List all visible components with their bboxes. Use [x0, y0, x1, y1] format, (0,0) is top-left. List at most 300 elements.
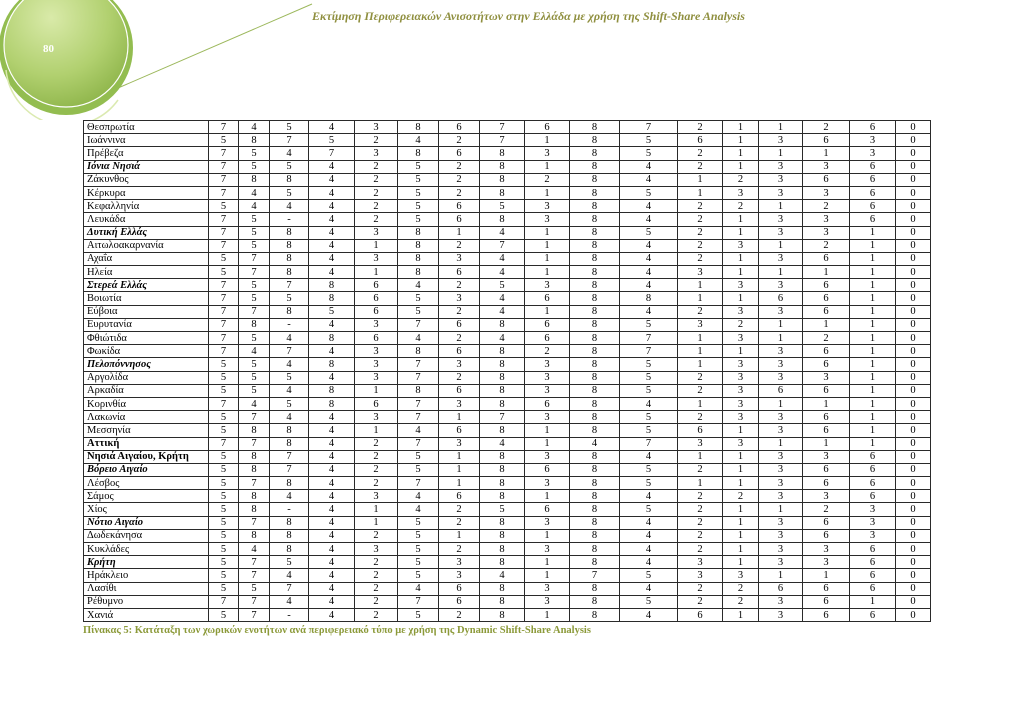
rank-value-cell: 3 — [759, 345, 803, 358]
rank-value-cell: 2 — [803, 200, 850, 213]
rank-value-cell: 3 — [355, 147, 398, 160]
rank-value-cell: 4 — [480, 266, 525, 279]
rank-value-cell: 5 — [209, 529, 239, 542]
rank-value-cell: 5 — [209, 556, 239, 569]
rank-value-cell: 7 — [209, 147, 239, 160]
rank-value-cell: 1 — [759, 266, 803, 279]
rank-value-cell: 3 — [759, 424, 803, 437]
rank-value-cell: 1 — [850, 279, 896, 292]
rank-value-cell: 7 — [480, 239, 525, 252]
rank-value-cell: 5 — [398, 160, 439, 173]
rank-value-cell: 4 — [239, 200, 270, 213]
rank-value-cell: 4 — [309, 213, 355, 226]
rank-value-cell: 4 — [309, 318, 355, 331]
rank-value-cell: 0 — [896, 503, 931, 516]
rank-value-cell: 8 — [570, 173, 620, 186]
rank-value-cell: 7 — [620, 345, 678, 358]
table-row — [84, 490, 931, 503]
rank-value-cell: 6 — [525, 463, 570, 476]
rank-value-cell: 0 — [896, 450, 931, 463]
rank-value-cell: 1 — [723, 463, 759, 476]
rank-value-cell: 1 — [759, 239, 803, 252]
rank-value-cell: 4 — [309, 173, 355, 186]
rank-value-cell: 3 — [678, 437, 723, 450]
rank-value-cell: 1 — [678, 186, 723, 199]
rank-value-cell: 8 — [398, 239, 439, 252]
rank-value-cell: 1 — [723, 266, 759, 279]
rank-value-cell: 5 — [398, 529, 439, 542]
rank-value-cell: 2 — [439, 608, 480, 621]
rank-value-cell: 4 — [620, 239, 678, 252]
rank-value-cell: 3 — [723, 305, 759, 318]
rank-value-cell: 3 — [525, 371, 570, 384]
rank-value-cell: 6 — [850, 556, 896, 569]
rank-value-cell: 8 — [570, 371, 620, 384]
rank-value-cell: 8 — [570, 292, 620, 305]
rank-value-cell: 5 — [398, 186, 439, 199]
table-row — [84, 305, 931, 318]
rank-value-cell: 2 — [803, 503, 850, 516]
rank-value-cell: 3 — [803, 226, 850, 239]
rank-value-cell: 2 — [678, 213, 723, 226]
region-name-cell: Λακωνία — [84, 411, 209, 424]
rank-value-cell: 5 — [209, 450, 239, 463]
rank-value-cell: 1 — [759, 437, 803, 450]
rank-value-cell: 1 — [439, 477, 480, 490]
rank-value-cell: 8 — [570, 266, 620, 279]
table-row — [84, 516, 931, 529]
rank-value-cell: 0 — [896, 121, 931, 134]
rank-value-cell: 8 — [480, 371, 525, 384]
rank-value-cell: 8 — [570, 186, 620, 199]
region-name-cell: Στερεά Ελλάς — [84, 279, 209, 292]
rank-value-cell: 1 — [850, 595, 896, 608]
rank-value-cell: 3 — [723, 332, 759, 345]
rank-value-cell: 8 — [570, 411, 620, 424]
rank-value-cell: 1 — [525, 608, 570, 621]
rank-value-cell: 0 — [896, 424, 931, 437]
rank-value-cell: 8 — [480, 490, 525, 503]
rank-value-cell: 7 — [270, 582, 309, 595]
rank-value-cell: 8 — [570, 463, 620, 476]
rank-value-cell: 3 — [525, 411, 570, 424]
rank-value-cell: 1 — [723, 252, 759, 265]
rank-value-cell: 5 — [480, 279, 525, 292]
rank-value-cell: 4 — [309, 529, 355, 542]
rank-value-cell: 8 — [480, 556, 525, 569]
rank-value-cell: 3 — [803, 213, 850, 226]
rank-value-cell: 4 — [620, 266, 678, 279]
rank-value-cell: 3 — [439, 292, 480, 305]
rank-value-cell: 7 — [270, 463, 309, 476]
rank-value-cell: 8 — [480, 477, 525, 490]
rank-value-cell: 1 — [355, 503, 398, 516]
rank-value-cell: 3 — [355, 358, 398, 371]
rank-value-cell: 4 — [620, 516, 678, 529]
table-row — [84, 147, 931, 160]
rank-value-cell: 4 — [309, 371, 355, 384]
rank-value-cell: 8 — [398, 266, 439, 279]
rank-value-cell: 7 — [239, 305, 270, 318]
rank-value-cell: 5 — [209, 490, 239, 503]
rank-value-cell: 0 — [896, 318, 931, 331]
rank-value-cell: 3 — [803, 160, 850, 173]
rank-value-cell: 4 — [309, 569, 355, 582]
rank-value-cell: 4 — [309, 437, 355, 450]
rank-value-cell: 3 — [525, 213, 570, 226]
rank-value-cell: 3 — [355, 543, 398, 556]
region-name-cell: Κυκλάδες — [84, 543, 209, 556]
rank-value-cell: 8 — [570, 121, 620, 134]
rank-value-cell: 3 — [850, 134, 896, 147]
rank-value-cell: 8 — [480, 516, 525, 529]
rank-value-cell: 1 — [439, 529, 480, 542]
rank-value-cell: 0 — [896, 279, 931, 292]
rank-value-cell: 6 — [759, 384, 803, 397]
rank-value-cell: 3 — [759, 186, 803, 199]
region-name-cell: Αργολίδα — [84, 371, 209, 384]
rank-value-cell: 5 — [209, 252, 239, 265]
rank-value-cell: 2 — [355, 529, 398, 542]
rank-value-cell: 1 — [723, 292, 759, 305]
rank-value-cell: 4 — [309, 450, 355, 463]
rank-value-cell: 6 — [525, 121, 570, 134]
rank-value-cell: 8 — [570, 345, 620, 358]
rank-value-cell: 8 — [570, 424, 620, 437]
rank-value-cell: 6 — [850, 582, 896, 595]
rank-value-cell: 7 — [398, 411, 439, 424]
rank-value-cell: 2 — [439, 134, 480, 147]
rank-value-cell: 8 — [309, 279, 355, 292]
rank-value-cell: 6 — [439, 318, 480, 331]
rank-value-cell: 8 — [480, 384, 525, 397]
rank-value-cell: 5 — [620, 147, 678, 160]
rank-value-cell: 3 — [759, 411, 803, 424]
rank-value-cell: 1 — [723, 503, 759, 516]
rank-value-cell: 1 — [723, 477, 759, 490]
table-row — [84, 239, 931, 252]
rank-value-cell: 6 — [439, 595, 480, 608]
rank-value-cell: 7 — [209, 160, 239, 173]
rank-value-cell: 5 — [209, 608, 239, 621]
rank-value-cell: 3 — [439, 252, 480, 265]
rank-value-cell: 1 — [525, 424, 570, 437]
rank-value-cell: 8 — [270, 305, 309, 318]
rank-value-cell: 8 — [480, 213, 525, 226]
rank-value-cell: 0 — [896, 266, 931, 279]
rank-value-cell: 8 — [270, 529, 309, 542]
rank-value-cell: 7 — [239, 252, 270, 265]
rank-value-cell: 5 — [239, 160, 270, 173]
region-name-cell: Κορινθία — [84, 397, 209, 410]
rank-value-cell: 2 — [355, 213, 398, 226]
rank-value-cell: 5 — [398, 200, 439, 213]
region-name-cell: Χανιά — [84, 608, 209, 621]
rank-value-cell: 1 — [525, 490, 570, 503]
rank-value-cell: 1 — [850, 437, 896, 450]
rank-value-cell: 8 — [570, 582, 620, 595]
rank-value-cell: 7 — [480, 411, 525, 424]
rank-value-cell: 4 — [398, 134, 439, 147]
rank-value-cell: 1 — [723, 121, 759, 134]
rank-value-cell: 8 — [570, 397, 620, 410]
rank-value-cell: 4 — [620, 252, 678, 265]
rank-value-cell: 2 — [678, 160, 723, 173]
rank-value-cell: 0 — [896, 371, 931, 384]
rank-value-cell: 5 — [270, 371, 309, 384]
rank-value-cell: 4 — [309, 490, 355, 503]
table-row — [84, 529, 931, 542]
rank-value-cell: 8 — [480, 529, 525, 542]
rank-value-cell: 2 — [439, 503, 480, 516]
rank-value-cell: 1 — [355, 239, 398, 252]
rank-value-cell: 4 — [309, 345, 355, 358]
rank-value-cell: 8 — [480, 424, 525, 437]
rank-value-cell: 4 — [239, 186, 270, 199]
rank-value-cell: 4 — [309, 266, 355, 279]
rank-value-cell: 8 — [309, 332, 355, 345]
rank-value-cell: 3 — [355, 371, 398, 384]
rank-value-cell: 6 — [803, 516, 850, 529]
rank-value-cell: 4 — [309, 160, 355, 173]
rank-value-cell: 2 — [355, 450, 398, 463]
rank-value-cell: 3 — [759, 463, 803, 476]
region-name-cell: Πελοπόννησος — [84, 358, 209, 371]
rank-value-cell: 3 — [525, 582, 570, 595]
rank-value-cell: 5 — [620, 186, 678, 199]
rank-value-cell: 7 — [239, 411, 270, 424]
rank-value-cell: 8 — [480, 160, 525, 173]
rank-value-cell: 6 — [850, 477, 896, 490]
rank-value-cell: 1 — [850, 292, 896, 305]
rank-value-cell: 4 — [309, 503, 355, 516]
rank-value-cell: 5 — [480, 503, 525, 516]
rank-value-cell: 1 — [678, 279, 723, 292]
rank-value-cell: 2 — [439, 332, 480, 345]
rank-value-cell: 1 — [355, 516, 398, 529]
rank-value-cell: 2 — [678, 239, 723, 252]
rank-value-cell: 8 — [570, 595, 620, 608]
rank-value-cell: 8 — [270, 226, 309, 239]
rank-value-cell: 5 — [620, 424, 678, 437]
rank-value-cell: 0 — [896, 463, 931, 476]
rank-value-cell: 0 — [896, 239, 931, 252]
rank-value-cell: 2 — [678, 463, 723, 476]
table-row — [84, 556, 931, 569]
region-name-cell: Κρήτη — [84, 556, 209, 569]
rank-value-cell: 7 — [620, 437, 678, 450]
rank-value-cell: 1 — [759, 121, 803, 134]
rank-value-cell: 8 — [570, 252, 620, 265]
rank-value-cell: 8 — [480, 147, 525, 160]
table-row — [84, 121, 931, 134]
rank-value-cell: 8 — [398, 121, 439, 134]
rank-value-cell: 7 — [209, 213, 239, 226]
rank-value-cell: 6 — [439, 490, 480, 503]
rank-value-cell: 4 — [270, 595, 309, 608]
rank-value-cell: 6 — [525, 332, 570, 345]
rank-value-cell: 3 — [759, 516, 803, 529]
rank-value-cell: 7 — [209, 239, 239, 252]
table-row — [84, 450, 931, 463]
rank-value-cell: 1 — [850, 226, 896, 239]
table-row — [84, 595, 931, 608]
rank-value-cell: 6 — [355, 305, 398, 318]
table-row — [84, 477, 931, 490]
rank-value-cell: 3 — [525, 543, 570, 556]
region-name-cell: Λευκάδα — [84, 213, 209, 226]
rank-value-cell: 5 — [209, 516, 239, 529]
rank-value-cell: 6 — [850, 160, 896, 173]
rank-value-cell: 4 — [309, 595, 355, 608]
rank-value-cell: 3 — [355, 318, 398, 331]
rank-value-cell: 6 — [439, 424, 480, 437]
rank-value-cell: 2 — [439, 305, 480, 318]
table-caption: Πίνακας 5: Κατάταξη των χωρικών ενοτήτων ανά περιφερειακό τύπο με χρήση της Dynamic Shift-Share Analysis — [83, 625, 591, 636]
rank-value-cell: 5 — [398, 305, 439, 318]
rank-value-cell: 5 — [270, 397, 309, 410]
rank-value-cell: 5 — [209, 200, 239, 213]
rank-value-cell: 0 — [896, 200, 931, 213]
rank-value-cell: 1 — [678, 450, 723, 463]
rank-value-cell: 1 — [803, 266, 850, 279]
rank-value-cell: 0 — [896, 345, 931, 358]
rank-value-cell: 2 — [723, 200, 759, 213]
rank-value-cell: 8 — [570, 543, 620, 556]
rank-value-cell: 5 — [209, 371, 239, 384]
rank-value-cell: 7 — [270, 134, 309, 147]
rank-value-cell: 0 — [896, 608, 931, 621]
table-row — [84, 200, 931, 213]
rank-value-cell: 6 — [803, 292, 850, 305]
rank-value-cell: 4 — [398, 424, 439, 437]
rank-value-cell: 5 — [270, 186, 309, 199]
rank-value-cell: 3 — [439, 556, 480, 569]
rank-value-cell: 6 — [850, 543, 896, 556]
rank-value-cell: 4 — [270, 411, 309, 424]
rank-value-cell: 3 — [525, 516, 570, 529]
rank-value-cell: 2 — [678, 582, 723, 595]
rank-value-cell: 0 — [896, 529, 931, 542]
rank-value-cell: 4 — [620, 160, 678, 173]
rank-value-cell: 5 — [480, 200, 525, 213]
region-name-cell: Φωκίδα — [84, 345, 209, 358]
rank-value-cell: 8 — [480, 463, 525, 476]
rank-value-cell: 3 — [803, 543, 850, 556]
rank-value-cell: 8 — [239, 318, 270, 331]
rank-value-cell: 2 — [678, 516, 723, 529]
rank-value-cell: 3 — [803, 490, 850, 503]
table-row — [84, 608, 931, 621]
rank-value-cell: 8 — [270, 424, 309, 437]
rank-value-cell: 1 — [759, 200, 803, 213]
rank-value-cell: 0 — [896, 411, 931, 424]
rank-value-cell: 2 — [678, 252, 723, 265]
rank-value-cell: 6 — [759, 582, 803, 595]
rank-value-cell: 7 — [209, 437, 239, 450]
rank-value-cell: 7 — [620, 332, 678, 345]
rank-value-cell: 2 — [355, 556, 398, 569]
rank-value-cell: 1 — [355, 384, 398, 397]
rank-value-cell: 6 — [678, 134, 723, 147]
rank-value-cell: 3 — [759, 252, 803, 265]
rank-value-cell: 1 — [525, 556, 570, 569]
rank-value-cell: 7 — [239, 437, 270, 450]
rank-value-cell: 8 — [620, 292, 678, 305]
rank-value-cell: 7 — [398, 371, 439, 384]
rank-value-cell: 4 — [309, 186, 355, 199]
rank-value-cell: 4 — [398, 503, 439, 516]
rank-value-cell: 5 — [239, 332, 270, 345]
rank-value-cell: 0 — [896, 226, 931, 239]
rank-value-cell: 2 — [355, 173, 398, 186]
rank-value-cell: 2 — [678, 147, 723, 160]
rank-value-cell: 2 — [355, 437, 398, 450]
region-name-cell: Θεσπρωτία — [84, 121, 209, 134]
rank-value-cell: 8 — [480, 543, 525, 556]
rank-value-cell: 7 — [239, 477, 270, 490]
rank-value-cell: 3 — [803, 450, 850, 463]
rank-value-cell: 1 — [803, 318, 850, 331]
rank-value-cell: 3 — [525, 595, 570, 608]
rank-value-cell: 7 — [309, 147, 355, 160]
rank-value-cell: 1 — [723, 516, 759, 529]
rank-value-cell: 5 — [620, 477, 678, 490]
rank-value-cell: 6 — [439, 582, 480, 595]
rank-value-cell: 6 — [850, 213, 896, 226]
rank-value-cell: 1 — [723, 556, 759, 569]
rank-value-cell: 3 — [355, 226, 398, 239]
rank-value-cell: 8 — [480, 608, 525, 621]
rank-value-cell: 6 — [803, 252, 850, 265]
rank-value-cell: 1 — [525, 160, 570, 173]
rank-value-cell: 1 — [850, 371, 896, 384]
region-name-cell: Κέρκυρα — [84, 186, 209, 199]
rank-value-cell: 3 — [525, 450, 570, 463]
rank-value-cell: 7 — [620, 121, 678, 134]
region-name-cell: Δυτική Ελλάς — [84, 226, 209, 239]
rank-value-cell: 1 — [525, 134, 570, 147]
rank-value-cell: 4 — [620, 490, 678, 503]
rank-value-cell: 5 — [620, 503, 678, 516]
rank-value-cell: 5 — [309, 305, 355, 318]
table-row — [84, 503, 931, 516]
rank-value-cell: 2 — [355, 608, 398, 621]
rank-value-cell: 5 — [209, 582, 239, 595]
rank-value-cell: 1 — [525, 239, 570, 252]
rank-value-cell: 4 — [620, 213, 678, 226]
rank-value-cell: 5 — [270, 121, 309, 134]
rank-value-cell: 0 — [896, 569, 931, 582]
rank-value-cell: 7 — [209, 595, 239, 608]
rank-value-cell: 7 — [209, 397, 239, 410]
table-row — [84, 358, 931, 371]
region-name-cell: Ηράκλειο — [84, 569, 209, 582]
rank-value-cell: 1 — [723, 608, 759, 621]
rank-value-cell: 5 — [209, 358, 239, 371]
rank-value-cell: 1 — [723, 450, 759, 463]
rank-value-cell: 4 — [620, 450, 678, 463]
rank-value-cell: 4 — [309, 556, 355, 569]
rank-value-cell: 3 — [678, 556, 723, 569]
rank-value-cell: 3 — [759, 608, 803, 621]
rank-value-cell: 6 — [759, 292, 803, 305]
rank-value-cell: 8 — [570, 213, 620, 226]
rank-value-cell: 5 — [620, 411, 678, 424]
rank-value-cell: 8 — [480, 397, 525, 410]
table-row — [84, 582, 931, 595]
rank-value-cell: 1 — [850, 384, 896, 397]
